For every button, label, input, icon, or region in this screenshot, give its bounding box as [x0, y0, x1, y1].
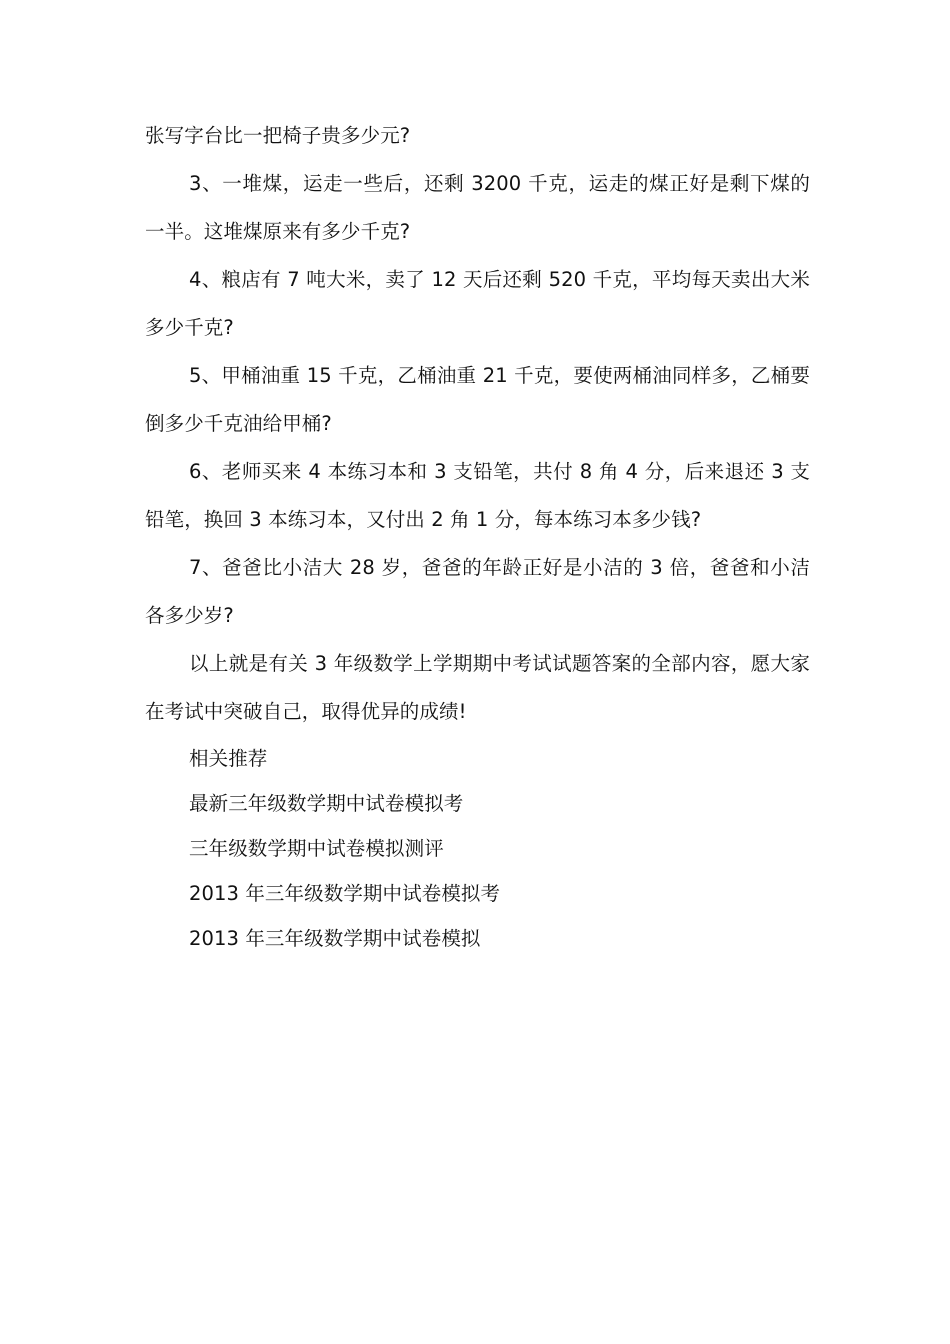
recommend-link-2[interactable]: 三年级数学期中试卷模拟测评: [189, 837, 444, 860]
recommend-link-4[interactable]: 2013 年三年级数学期中试卷模拟: [189, 927, 481, 950]
recommend-link-3[interactable]: 2013 年三年级数学期中试卷模拟考: [189, 882, 501, 905]
question-3: 3、一堆煤，运走一些后，还剩 3200 千克，运走的煤正好是剩下煤的一半。这堆煤原来有多少千克?: [145, 172, 810, 243]
question-7: 7、爸爸比小洁大 28 岁，爸爸的年龄正好是小洁的 3 倍，爸爸和小洁各多少岁?: [145, 556, 810, 627]
question-6: 6、老师买来 4 本练习本和 3 支铅笔，共付 8 角 4 分，后来退还 3 支铅笔，换回 3 本练习本，又付出 2 角 1 分，每本练习本多少钱?: [145, 460, 810, 531]
question-5: 5、甲桶油重 15 千克，乙桶油重 21 千克，要使两桶油同样多，乙桶要倒多少千克油给甲桶?: [145, 364, 810, 435]
document-body: [145, 112, 810, 961]
closing-paragraph: 以上就是有关 3 年级数学上学期期中考试试题答案的全部内容，愿大家在考试中突破自己，取得优异的成绩!: [145, 652, 810, 723]
question-4: 4、粮店有 7 吨大米，卖了 12 天后还剩 520 千克，平均每天卖出大米多少千克?: [145, 268, 810, 339]
recommend-heading: 相关推荐: [189, 747, 268, 770]
recommend-link-1[interactable]: 最新三年级数学期中试卷模拟考: [189, 792, 464, 815]
paragraph-continuation: 张写字台比一把椅子贵多少元?: [145, 124, 411, 147]
related-recommendations: [145, 736, 810, 961]
